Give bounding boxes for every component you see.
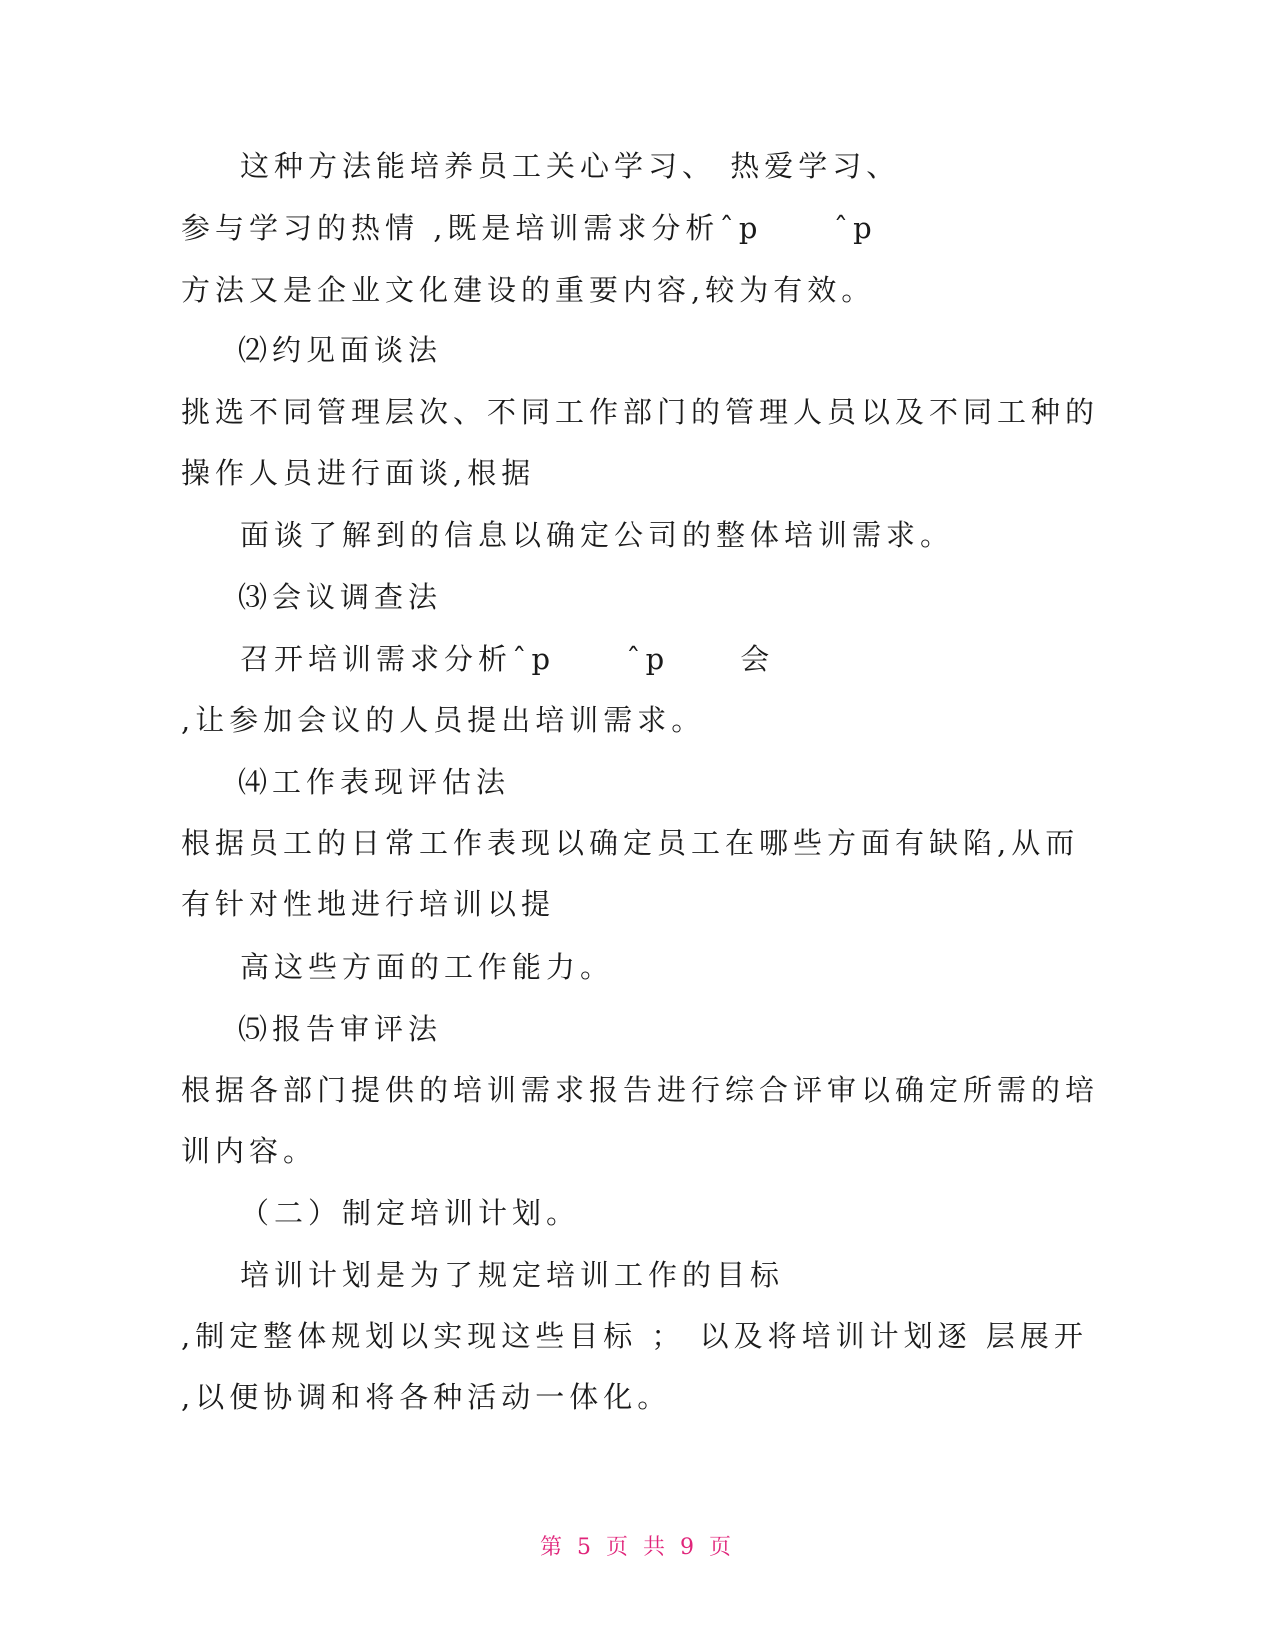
paragraph-line: 挑选不同管理层次、不同工作部门的管理人员以及不同工种的 xyxy=(181,395,1100,429)
paragraph-line: ,制定整体规划以实现这些目标 ； 以及将培训计划逐 层展开 xyxy=(181,1319,1088,1353)
paragraph-line: 培训计划是为了规定培训工作的目标 xyxy=(240,1258,785,1292)
paragraph-line: ,以便协调和将各种活动一体化。 xyxy=(181,1380,672,1414)
paragraph-line: 根据各部门提供的培训需求报告进行综合评审以确定所需的培 xyxy=(181,1073,1100,1107)
paragraph-line: 高这些方面的工作能力。 xyxy=(240,950,615,984)
paragraph-line: 根据员工的日常工作表现以确定员工在哪些方面有缺陷,从而 xyxy=(181,826,1080,860)
paragraph-line: 有针对性地进行培训以提 xyxy=(181,887,556,921)
paragraph-line: 这种方法能培养员工关心学习、 热爱学习、 xyxy=(240,149,901,183)
section-heading: ⑶会议调查法 xyxy=(238,580,443,614)
paragraph-line: 训内容。 xyxy=(181,1134,318,1168)
section-heading: ⑷工作表现评估法 xyxy=(238,765,511,799)
paragraph-line: 操作人员进行面谈,根据 xyxy=(181,456,536,490)
paragraph-line: ,让参加会议的人员提出培训需求。 xyxy=(181,703,706,737)
section-heading: ⑵约见面谈法 xyxy=(238,333,443,367)
section-heading: （二）制定培训计划。 xyxy=(240,1196,581,1230)
paragraph-line: 方法又是企业文化建设的重要内容,较为有效。 xyxy=(181,273,876,307)
paragraph-line: 召开培训需求分析ˆp ˆp 会 xyxy=(240,642,775,676)
paragraph-line: 参与学习的热情 ,既是培训需求分析ˆp ˆp xyxy=(181,211,877,245)
paragraph-line: 面谈了解到的信息以确定公司的整体培训需求。 xyxy=(240,518,955,552)
section-heading: ⑸报告审评法 xyxy=(238,1012,443,1046)
page-number-footer: 第 5 页 共 9 页 xyxy=(540,1535,735,1560)
